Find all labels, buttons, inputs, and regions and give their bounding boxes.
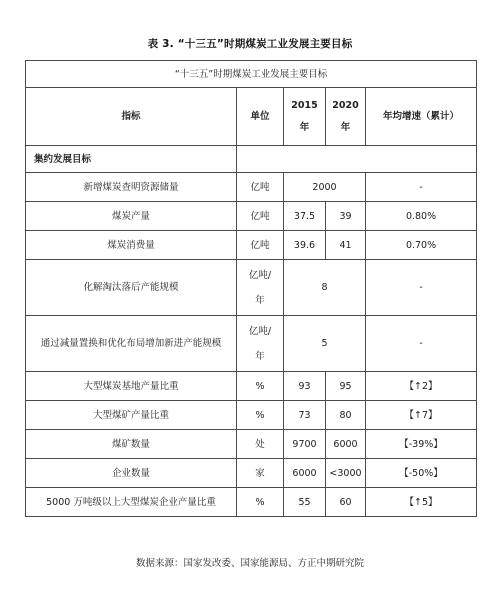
- table-row: [26, 260, 477, 316]
- section-label: 集约发展目标: [26, 146, 237, 173]
- header-2020: [326, 88, 366, 146]
- header-indicator: 指标: [26, 88, 237, 146]
- row-value-2015: 9700: [284, 430, 326, 459]
- section-row: [26, 146, 477, 173]
- table-row: [26, 316, 477, 372]
- row-unit: %: [237, 372, 284, 401]
- header-2015: [284, 88, 326, 146]
- row-value-2015: 6000: [284, 459, 326, 488]
- row-indicator: 煤矿数量: [26, 430, 237, 459]
- row-merged-value: 8: [284, 260, 366, 316]
- row-value-2020: 39: [326, 202, 366, 231]
- row-growth: -: [366, 173, 477, 202]
- row-value-2015: 73: [284, 401, 326, 430]
- row-unit-part: 亿吨/: [248, 325, 272, 337]
- row-value-2020: 95: [326, 372, 366, 401]
- row-indicator: 化解淘汰落后产能规模: [26, 260, 237, 316]
- row-unit: 亿吨: [237, 231, 284, 260]
- row-unit: %: [237, 488, 284, 517]
- row-value-2020: 6000: [326, 430, 366, 459]
- row-value-2015: 55: [284, 488, 326, 517]
- row-growth: 【-39%】: [366, 430, 477, 459]
- row-unit: 家: [237, 459, 284, 488]
- header-2020-suffix: 年: [340, 121, 351, 133]
- table-row: [26, 372, 477, 401]
- row-indicator: 煤炭消费量: [26, 231, 237, 260]
- row-indicator: 煤炭产量: [26, 202, 237, 231]
- section-filler: [237, 146, 477, 173]
- row-unit-part: 年: [255, 294, 265, 306]
- table-title-row: [26, 61, 477, 88]
- row-indicator: 大型煤矿产量比重: [26, 401, 237, 430]
- row-growth: 0.80%: [366, 202, 477, 231]
- row-indicator: 大型煤炭基地产量比重: [26, 372, 237, 401]
- row-indicator: 企业数量: [26, 459, 237, 488]
- table-row: [26, 202, 477, 231]
- row-indicator: 新增煤炭查明资源储量: [26, 173, 237, 202]
- row-value-2020: 80: [326, 401, 366, 430]
- row-value-2015: 39.6: [284, 231, 326, 260]
- table-row: [26, 459, 477, 488]
- row-growth: 【↑7】: [366, 401, 477, 430]
- row-value-2015: 37.5: [284, 202, 326, 231]
- table-row: [26, 231, 477, 260]
- row-growth: -: [366, 316, 477, 372]
- header-unit: 单位: [237, 88, 284, 146]
- row-unit-part: 亿吨/: [248, 269, 272, 281]
- row-indicator: 通过减量置换和优化布局增加新进产能规模: [26, 316, 237, 372]
- row-growth: 0.70%: [366, 231, 477, 260]
- table-title: “十三五”时期煤炭工业发展主要目标: [26, 61, 477, 88]
- table-row: [26, 430, 477, 459]
- header-2020-year: 2020: [332, 99, 359, 111]
- coal-targets-table: [25, 60, 477, 517]
- data-source-note: 数据来源：国家发改委、国家能源局、方正中期研究院: [135, 558, 364, 569]
- table-row: [26, 401, 477, 430]
- table-row: [26, 488, 477, 517]
- row-merged-value: 5: [284, 316, 366, 372]
- table-caption: 表 3. “十三五”时期煤炭工业发展主要目标: [147, 38, 353, 50]
- row-growth: 【↑2】: [366, 372, 477, 401]
- row-value-2015: 93: [284, 372, 326, 401]
- header-2015-suffix: 年: [299, 121, 310, 133]
- row-growth: 【-50%】: [366, 459, 477, 488]
- table-row: [26, 173, 477, 202]
- row-unit: 亿吨: [237, 202, 284, 231]
- row-value-2020: 41: [326, 231, 366, 260]
- row-unit: 处: [237, 430, 284, 459]
- row-unit: [237, 316, 284, 372]
- row-unit: %: [237, 401, 284, 430]
- header-row: [26, 88, 477, 146]
- row-unit: 亿吨: [237, 173, 284, 202]
- header-growth: 年均增速（累计）: [366, 88, 477, 146]
- row-growth: 【↑5】: [366, 488, 477, 517]
- row-unit: [237, 260, 284, 316]
- header-2015-year: 2015: [291, 99, 318, 111]
- row-merged-value: 2000: [284, 173, 366, 202]
- row-unit-part: 年: [255, 350, 265, 362]
- row-indicator: 5000 万吨级以上大型煤炭企业产量比重: [26, 488, 237, 517]
- row-value-2020: 60: [326, 488, 366, 517]
- row-growth: -: [366, 260, 477, 316]
- row-value-2020: <3000: [326, 459, 366, 488]
